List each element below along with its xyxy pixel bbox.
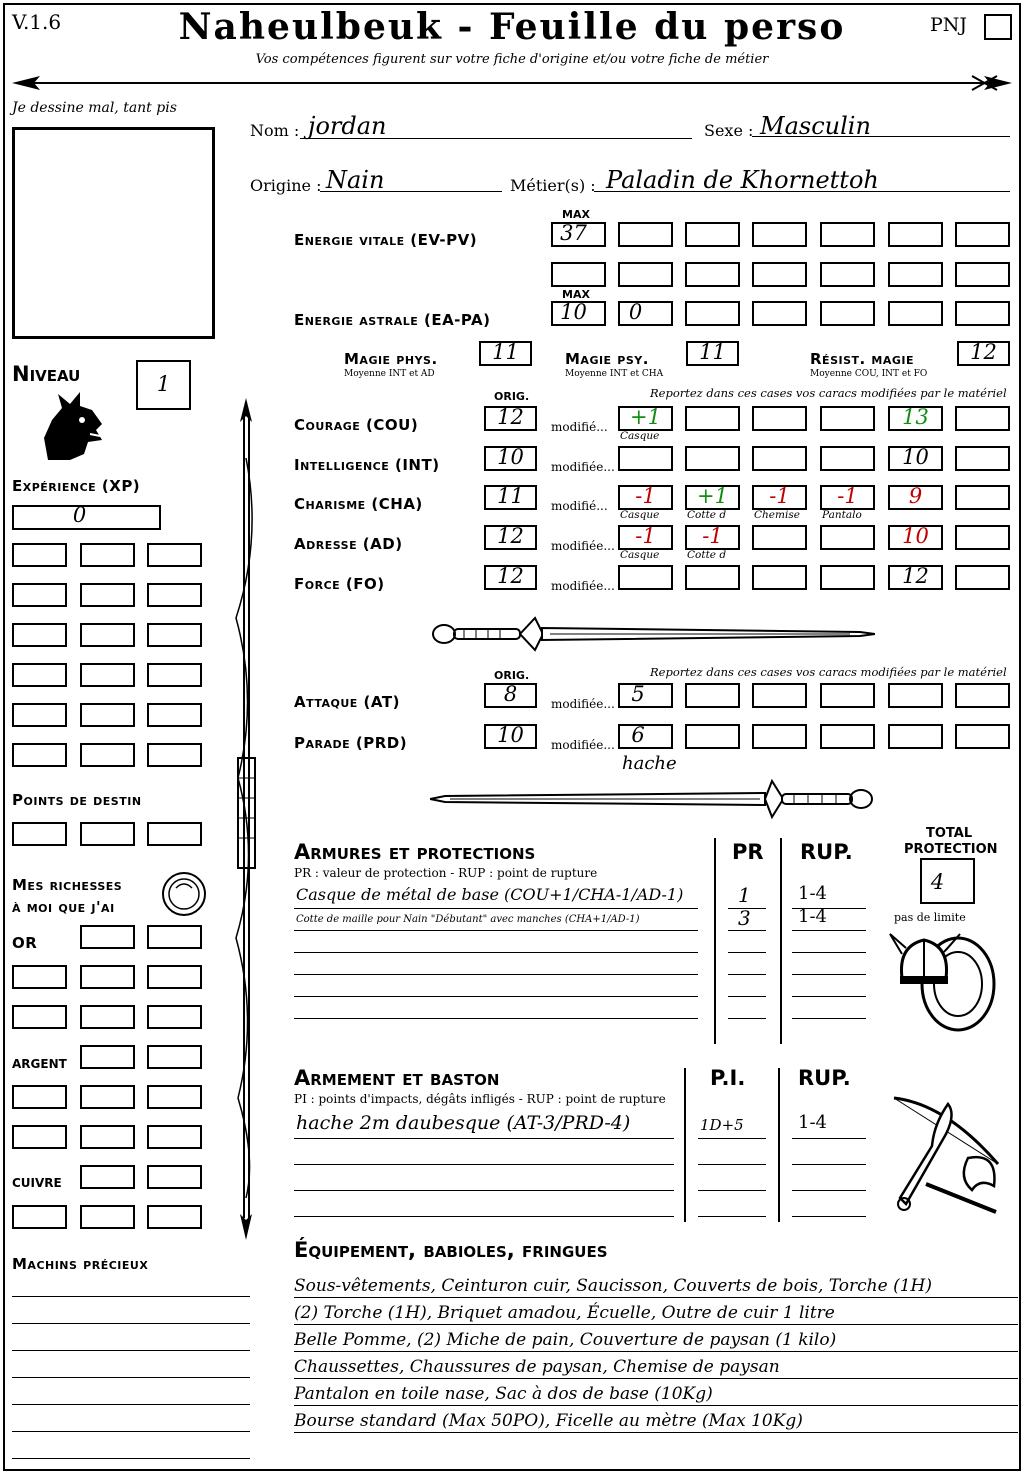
armor-row-pr: 1 — [738, 883, 751, 907]
weapon-name-line[interactable] — [294, 1190, 674, 1191]
weapon-row-name: hache 2m daubesque (AT-3/PRD-4) — [296, 1112, 631, 1134]
xp-cell-2-0[interactable] — [12, 623, 67, 647]
armor-pr-line[interactable] — [728, 974, 766, 975]
ev-max-value: 37 — [560, 221, 587, 245]
stat-cell-value: 12 — [902, 564, 929, 588]
armor-name-line[interactable] — [294, 996, 698, 997]
argent-label: ARGENT — [12, 1057, 67, 1071]
arrow-divider-icon — [12, 74, 1012, 92]
weapon-pi-line[interactable] — [698, 1164, 766, 1165]
stat-cell-note: Chemise — [754, 509, 800, 521]
equipment-title: Équipement, babioles, fringues — [294, 1238, 608, 1262]
weapon-rup-line[interactable] — [792, 1164, 866, 1165]
magie-phys-sub: Moyenne INT et AD — [344, 369, 435, 379]
stat-cell-0-2[interactable] — [752, 406, 807, 431]
sheet-title: Naheulbeuk - Feuille du perso — [178, 6, 846, 48]
energy-cell-2-5[interactable] — [888, 301, 943, 326]
stat-cell-1-5[interactable] — [955, 446, 1010, 471]
stat-cell-value: 13 — [902, 405, 929, 429]
weapon-name-line[interactable] — [294, 1216, 674, 1217]
armor-row-pr: 3 — [738, 906, 751, 930]
armor-rup-line[interactable] — [792, 974, 866, 975]
combat-cell-1-3[interactable] — [820, 724, 875, 749]
nom-field[interactable]: jordan — [308, 112, 387, 140]
at_mod-value: 5 — [631, 682, 645, 706]
energy-cell-1-2[interactable] — [685, 262, 740, 287]
combat-cell-0-5[interactable] — [955, 683, 1010, 708]
weapons-title: Armement et baston — [294, 1066, 500, 1090]
richesses-label-2: à moi que j'ai — [12, 898, 115, 916]
money-cell-7-0[interactable] — [12, 1205, 67, 1229]
or-label: OR — [12, 934, 38, 952]
armor-pr-label: PR — [732, 840, 764, 864]
armor-rup-line[interactable] — [792, 996, 866, 997]
energy-cell-2-6[interactable] — [955, 301, 1010, 326]
destin-cell-2[interactable] — [147, 822, 202, 846]
energy-cell-2-4[interactable] — [820, 301, 875, 326]
xp-cell-5-2[interactable] — [147, 743, 202, 767]
weapon-rup-line[interactable] — [792, 1138, 866, 1139]
weapons-divider-1 — [684, 1068, 686, 1222]
ea-label: Energie astrale (EA-PA) — [294, 311, 491, 329]
stat-cell-value: 9 — [908, 484, 923, 508]
xp-cell-4-1[interactable] — [80, 703, 135, 727]
energy-cell-0-4[interactable] — [820, 222, 875, 247]
niveau-value: 1 — [156, 372, 171, 396]
armor-row-name: Cotte de maille pour Nain "Débutant" avec manches (CHA+1/AD-1) — [296, 914, 640, 925]
ea-current-value: 0 — [628, 300, 643, 324]
stat-cell-1-2[interactable] — [752, 446, 807, 471]
richesses-label: Mes richesses — [12, 876, 123, 894]
total-label: TOTAL — [926, 826, 973, 841]
stat-label: Force (FO) — [294, 575, 385, 593]
armor-pr-line[interactable] — [728, 1018, 766, 1019]
xp-cell-0-0[interactable] — [12, 543, 67, 567]
money-cell-0-2[interactable] — [147, 925, 202, 949]
armor-name-line[interactable] — [294, 974, 698, 975]
stat-mod-label: modifiée... — [551, 539, 615, 553]
armor-row-rup: 1-4 — [798, 906, 827, 927]
armor-rup-line[interactable] — [792, 952, 866, 953]
armor-sub: PR : valeur de protection - RUP : point de rupture — [294, 866, 598, 880]
stat-cell-value: -1 — [635, 484, 656, 508]
stat-cell-value: -1 — [702, 524, 723, 548]
total-protection-value: 4 — [930, 870, 945, 894]
xp-cell-3-1[interactable] — [80, 663, 135, 687]
equipment-line[interactable]: Pantalon en toile nase, Sac à dos de base (10Kg) — [294, 1382, 1018, 1406]
stat-orig-value: 11 — [497, 484, 524, 508]
energy-cell-0-1[interactable] — [618, 222, 673, 247]
stat-label: Charisme (CHA) — [294, 495, 423, 513]
energy-cell-2-3[interactable] — [752, 301, 807, 326]
destin-label: Points de destin — [12, 791, 142, 809]
xp-cell-0-2[interactable] — [147, 543, 202, 567]
armor-row-name: Casque de métal de base (COU+1/CHA-1/AD-1) — [296, 885, 684, 904]
stat-label: Courage (COU) — [294, 416, 419, 434]
magie-phys-label: Magie phys. — [344, 350, 438, 368]
stat-cell-value: 10 — [902, 445, 929, 469]
stat-mod-label: modifié... — [551, 420, 608, 434]
combat-cell-1-5[interactable] — [955, 724, 1010, 749]
weapon-pi-line[interactable] — [698, 1138, 766, 1139]
stat-orig-value: 10 — [497, 445, 524, 469]
stat-cell-note: Casque — [620, 549, 660, 561]
armor-name-line[interactable] — [294, 1018, 698, 1019]
stat-cell-4-0[interactable] — [618, 565, 673, 590]
stat-cell-0-5[interactable] — [955, 406, 1010, 431]
money-cell-0-1[interactable] — [80, 925, 135, 949]
coin-icon — [160, 870, 208, 918]
machins-line[interactable] — [12, 1431, 250, 1432]
money-cell-2-0[interactable] — [12, 1005, 67, 1029]
money-cell-1-1[interactable] — [80, 965, 135, 989]
combat-cell-1-1[interactable] — [685, 724, 740, 749]
weapon-row-pi: 1D+5 — [700, 1116, 744, 1134]
portrait-caption: Je dessine mal, tant pis — [12, 100, 177, 116]
machins-line[interactable] — [12, 1350, 250, 1351]
combat-cell-0-2[interactable] — [752, 683, 807, 708]
attaque-orig-value: 8 — [503, 682, 518, 706]
money-cell-2-2[interactable] — [147, 1005, 202, 1029]
stat-cell-value: 10 — [902, 524, 929, 548]
destin-cell-1[interactable] — [80, 822, 135, 846]
xp-cell-3-2[interactable] — [147, 663, 202, 687]
energy-cell-1-5[interactable] — [888, 262, 943, 287]
origine-field[interactable]: Nain — [326, 166, 385, 194]
xp-cell-3-0[interactable] — [12, 663, 67, 687]
helmet-shield-icon — [888, 924, 998, 1036]
xp-cell-5-1[interactable] — [80, 743, 135, 767]
armor-pr-line[interactable] — [728, 996, 766, 997]
stat-cell-note: Cotte d — [687, 509, 727, 521]
stat-cell-note: Casque — [620, 430, 660, 442]
xp-cell-2-2[interactable] — [147, 623, 202, 647]
money-cell-6-2[interactable] — [147, 1165, 202, 1189]
energy-cell-1-1[interactable] — [618, 262, 673, 287]
pnj-checkbox[interactable] — [984, 14, 1012, 40]
sexe-field[interactable]: Masculin — [760, 112, 871, 140]
weapon-name-line[interactable] — [294, 1138, 674, 1139]
ea-max-value: 10 — [560, 300, 587, 324]
ea-max-label: MAX — [562, 288, 590, 301]
energy-cell-2-2[interactable] — [685, 301, 740, 326]
parade-orig-value: 10 — [497, 723, 524, 747]
xp-cell-2-1[interactable] — [80, 623, 135, 647]
metier-label: Métier(s) : — [510, 176, 596, 195]
stat-cell-value: -1 — [837, 484, 858, 508]
origine-label: Origine : — [250, 176, 322, 195]
armor-title: Armures et protections — [294, 840, 536, 864]
stat-cell-2-5[interactable] — [955, 485, 1010, 510]
stat-orig-value: 12 — [497, 405, 524, 429]
stat-cell-4-5[interactable] — [955, 565, 1010, 590]
combat-orig-label: ORIG. — [494, 669, 530, 682]
attaque-mod-label: modifiée... — [551, 697, 615, 711]
energy-cell-1-4[interactable] — [820, 262, 875, 287]
weapon-pi-line[interactable] — [698, 1216, 766, 1217]
stat-cell-4-3[interactable] — [820, 565, 875, 590]
stat-cell-note: Cotte d — [687, 549, 727, 561]
armor-name-line[interactable] — [294, 952, 698, 953]
prd_mod-value: 6 — [631, 723, 645, 747]
stat-cell-value: +1 — [697, 484, 728, 508]
xp-value: 0 — [72, 503, 87, 527]
stat-label: Adresse (AD) — [294, 535, 403, 553]
weapon-rup-line[interactable] — [792, 1190, 866, 1191]
energy-cell-0-6[interactable] — [955, 222, 1010, 247]
stat-cell-value: +1 — [630, 405, 661, 429]
stat-orig-value: 12 — [497, 564, 524, 588]
dragon-icon — [40, 390, 106, 464]
equipment-line[interactable]: Bourse standard (Max 50PO), Ficelle au mètre (Max 10Kg) — [294, 1409, 1018, 1433]
armor-rup-line[interactable] — [792, 1018, 866, 1019]
equipment-line[interactable]: Chaussettes, Chaussures de paysan, Chemise de paysan — [294, 1355, 1018, 1379]
money-cell-7-1[interactable] — [80, 1205, 135, 1229]
stat-cell-3-5[interactable] — [955, 525, 1010, 550]
stat-cell-1-3[interactable] — [820, 446, 875, 471]
stat-cell-value: -1 — [769, 484, 790, 508]
parade-label: Parade (PRD) — [294, 734, 408, 752]
weapons-sub: PI : points d'impacts, dégâts infligés - RUP : point de rupture — [294, 1092, 666, 1106]
combat-cell-0-4[interactable] — [888, 683, 943, 708]
stat-cell-3-2[interactable] — [752, 525, 807, 550]
cuivre-label: CUIVRE — [12, 1176, 62, 1190]
stat-cell-4-2[interactable] — [752, 565, 807, 590]
stat-cell-1-1[interactable] — [685, 446, 740, 471]
armor-pr-line[interactable] — [728, 930, 766, 931]
ev-label: Energie vitale (EV-PV) — [294, 231, 478, 249]
weapons-rup-label: RUP. — [798, 1066, 851, 1090]
total-note: pas de limite — [894, 911, 966, 924]
armor-name-line[interactable] — [294, 908, 698, 909]
version-label: V.1.6 — [12, 10, 62, 34]
energy-cell-0-2[interactable] — [685, 222, 740, 247]
money-cell-5-1[interactable] — [80, 1125, 135, 1149]
xp-cell-4-2[interactable] — [147, 703, 202, 727]
energy-cell-1-6[interactable] — [955, 262, 1010, 287]
combat-cell-0-3[interactable] — [820, 683, 875, 708]
weapon-rup-line[interactable] — [792, 1216, 866, 1217]
stat-mod-label: modifiée... — [551, 579, 615, 593]
energy-cell-1-0[interactable] — [551, 262, 606, 287]
stat-cell-note: Casque — [620, 509, 660, 521]
ev-max-label: MAX — [562, 208, 590, 221]
destin-cell-0[interactable] — [12, 822, 67, 846]
armor-rup-line[interactable] — [792, 930, 866, 931]
resist-magie-sub: Moyenne COU, INT et FO — [810, 369, 928, 379]
weapons-divider-2 — [778, 1068, 780, 1222]
machins-line[interactable] — [12, 1458, 250, 1459]
metier-field[interactable]: Paladin de Khornettoh — [606, 166, 879, 194]
equipment-line[interactable]: (2) Torche (1H), Briquet amadou, Écuelle, Outre de cuir 1 litre — [294, 1301, 1018, 1325]
armor-row-rup: 1-4 — [798, 883, 827, 904]
armor-rup-label: RUP. — [800, 840, 853, 864]
stat-label: Intelligence (INT) — [294, 456, 440, 474]
money-cell-5-0[interactable] — [12, 1125, 67, 1149]
combat-cell-1-2[interactable] — [752, 724, 807, 749]
resist-magie-value: 12 — [970, 340, 997, 364]
stat-cell-0-1[interactable] — [685, 406, 740, 431]
xp-cell-1-1[interactable] — [80, 583, 135, 607]
machins-line[interactable] — [12, 1323, 250, 1324]
stat-cell-1-0[interactable] — [618, 446, 673, 471]
equipment-line[interactable]: Belle Pomme, (2) Miche de pain, Couverture de paysan (1 kilo) — [294, 1328, 1018, 1352]
stats-orig-label: ORIG. — [494, 390, 530, 403]
xp-cell-4-0[interactable] — [12, 703, 67, 727]
machins-label: Machins précieux — [12, 1255, 149, 1273]
niveau-label: Niveau — [12, 362, 81, 386]
total-label-2: PROTECTION — [904, 842, 998, 857]
sheet-subtitle: Vos compétences figurent sur votre fiche d'origine et/ou votre fiche de métier — [255, 52, 769, 67]
sexe-label: Sexe : — [704, 121, 754, 140]
combat-cell-0-1[interactable] — [685, 683, 740, 708]
armor-name-line[interactable] — [294, 930, 698, 931]
stat-cell-0-3[interactable] — [820, 406, 875, 431]
machins-line[interactable] — [12, 1296, 250, 1297]
money-cell-2-1[interactable] — [80, 1005, 135, 1029]
money-cell-4-2[interactable] — [147, 1085, 202, 1109]
resist-magie-label: Résist. magie — [810, 350, 915, 368]
armor-pr-line[interactable] — [728, 952, 766, 953]
sword-icon-2 — [430, 777, 875, 821]
stat-cell-4-1[interactable] — [685, 565, 740, 590]
weapon-note: hache — [622, 753, 677, 774]
money-cell-4-0[interactable] — [12, 1085, 67, 1109]
money-cell-3-2[interactable] — [147, 1045, 202, 1069]
xp-label: Expérience (XP) — [12, 477, 141, 495]
money-cell-7-2[interactable] — [147, 1205, 202, 1229]
xp-cell-5-0[interactable] — [12, 743, 67, 767]
armor-divider-1 — [714, 838, 716, 1044]
magie-psy-label: Magie psy. — [565, 350, 649, 368]
stat-cell-note: Pantalo — [822, 509, 862, 521]
weapons-pi-label: P.I. — [710, 1066, 746, 1090]
stat-orig-value: 12 — [497, 524, 524, 548]
weapon-row-rup: 1-4 — [798, 1112, 827, 1133]
machins-line[interactable] — [12, 1404, 250, 1405]
magie-psy-value: 11 — [699, 340, 726, 364]
money-cell-5-2[interactable] — [147, 1125, 202, 1149]
combat-cell-1-4[interactable] — [888, 724, 943, 749]
portrait-box[interactable] — [12, 127, 215, 339]
armor-divider-2 — [780, 838, 782, 1044]
money-cell-6-1[interactable] — [80, 1165, 135, 1189]
weapons-icon — [886, 1094, 1006, 1216]
magie-psy-sub: Moyenne INT et CHA — [565, 369, 664, 379]
machins-line[interactable] — [12, 1377, 250, 1378]
xp-cell-0-1[interactable] — [80, 543, 135, 567]
money-cell-4-1[interactable] — [80, 1085, 135, 1109]
combat-report-note: Reportez dans ces cases vos caracs modifiées par le matériel — [650, 665, 1007, 679]
money-cell-1-2[interactable] — [147, 965, 202, 989]
money-cell-3-1[interactable] — [80, 1045, 135, 1069]
parade-mod-label: modifiée... — [551, 738, 615, 752]
xp-cell-1-0[interactable] — [12, 583, 67, 607]
stat-mod-label: modifiée... — [551, 460, 615, 474]
sword-icon — [430, 612, 875, 656]
money-cell-1-0[interactable] — [12, 965, 67, 989]
nom-label: Nom : — [250, 121, 300, 140]
magie-phys-value: 11 — [492, 340, 519, 364]
weapon-name-line[interactable] — [294, 1164, 674, 1165]
pnj-label: PNJ — [930, 14, 968, 36]
attaque-label: Attaque (AT) — [294, 693, 400, 711]
equipment-line[interactable]: Sous-vêtements, Ceinturon cuir, Saucisson, Couverts de bois, Torche (1H) — [294, 1274, 1018, 1298]
stat-cell-value: -1 — [635, 524, 656, 548]
energy-cell-0-3[interactable] — [752, 222, 807, 247]
weapon-pi-line[interactable] — [698, 1190, 766, 1191]
staff-icon — [228, 398, 264, 1240]
stat-mod-label: modifié... — [551, 499, 608, 513]
energy-cell-0-5[interactable] — [888, 222, 943, 247]
stat-cell-3-3[interactable] — [820, 525, 875, 550]
energy-cell-1-3[interactable] — [752, 262, 807, 287]
stats-report-note: Reportez dans ces cases vos caracs modifiées par le matériel — [650, 386, 1007, 400]
xp-cell-1-2[interactable] — [147, 583, 202, 607]
